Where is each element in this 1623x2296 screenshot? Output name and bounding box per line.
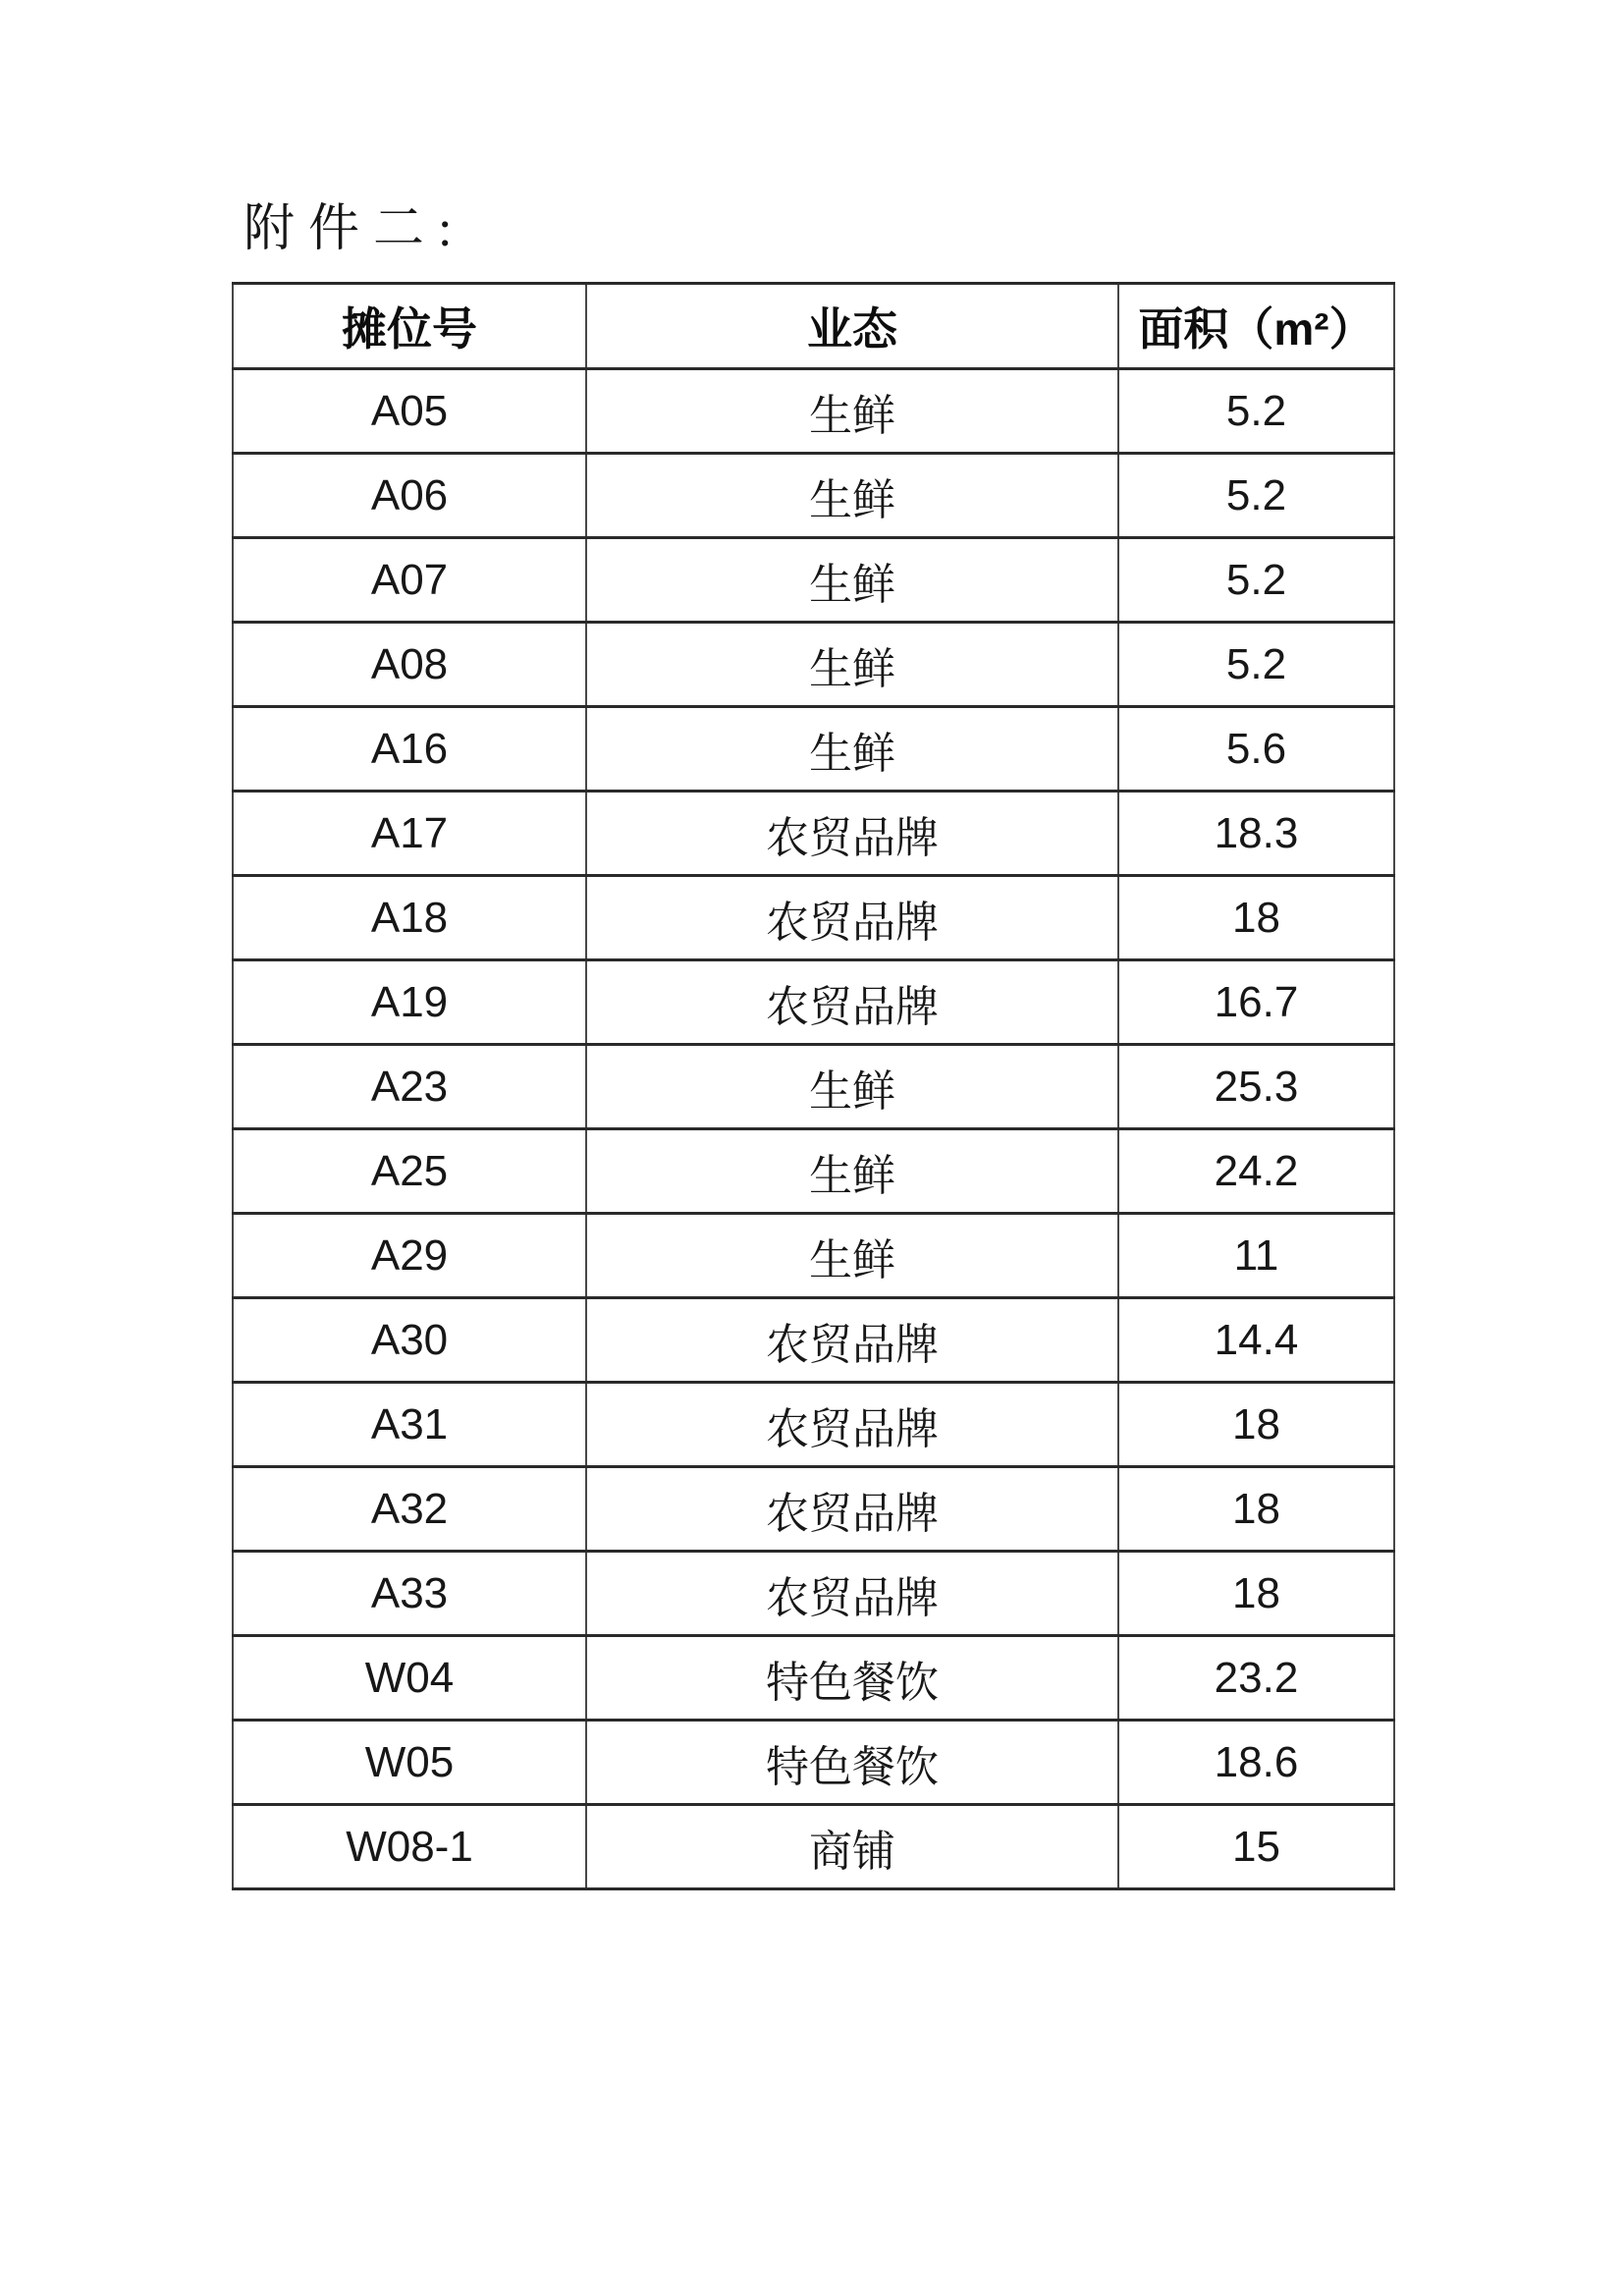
area-cell: 5.2	[1118, 369, 1394, 454]
stall-number-cell: A05	[233, 369, 586, 454]
stall-number-cell: A25	[233, 1129, 586, 1214]
area-cell: 11	[1118, 1214, 1394, 1298]
table-row	[233, 1467, 1394, 1552]
stall-number-cell: A32	[233, 1467, 586, 1552]
business-type-cell: 生鲜	[586, 369, 1118, 454]
stall-table	[232, 282, 1395, 1890]
table-row	[233, 369, 1394, 454]
business-type-cell: 生鲜	[586, 1129, 1118, 1214]
area-cell: 14.4	[1118, 1298, 1394, 1383]
table-row	[233, 960, 1394, 1045]
header-business-type: 业态	[586, 284, 1118, 369]
area-cell: 18	[1118, 1383, 1394, 1467]
table-row	[233, 623, 1394, 707]
area-cell: 5.6	[1118, 707, 1394, 792]
area-cell: 18	[1118, 1552, 1394, 1636]
business-type-cell: 农贸品牌	[586, 1467, 1118, 1552]
business-type-cell: 农贸品牌	[586, 1383, 1118, 1467]
table-row	[233, 454, 1394, 538]
stall-number-cell: A17	[233, 792, 586, 876]
stall-number-cell: A07	[233, 538, 586, 623]
business-type-cell: 生鲜	[586, 454, 1118, 538]
business-type-cell: 农贸品牌	[586, 1298, 1118, 1383]
area-cell: 24.2	[1118, 1129, 1394, 1214]
stall-number-cell: A29	[233, 1214, 586, 1298]
header-stall-number: 摊位号	[233, 284, 586, 369]
table-row	[233, 1298, 1394, 1383]
business-type-cell: 特色餐饮	[586, 1721, 1118, 1805]
table-row	[233, 1721, 1394, 1805]
attachment-title: 附件二:	[243, 201, 466, 257]
table-row	[233, 538, 1394, 623]
stall-number-cell: A19	[233, 960, 586, 1045]
business-type-cell: 农贸品牌	[586, 876, 1118, 960]
stall-number-cell: A08	[233, 623, 586, 707]
table-row	[233, 1552, 1394, 1636]
table-row	[233, 1214, 1394, 1298]
stall-number-cell: A06	[233, 454, 586, 538]
area-cell: 5.2	[1118, 623, 1394, 707]
table-row	[233, 707, 1394, 792]
stall-number-cell: A33	[233, 1552, 586, 1636]
area-cell: 18.6	[1118, 1721, 1394, 1805]
business-type-cell: 农贸品牌	[586, 960, 1118, 1045]
business-type-cell: 生鲜	[586, 623, 1118, 707]
stall-number-cell: W05	[233, 1721, 586, 1805]
business-type-cell: 农贸品牌	[586, 1552, 1118, 1636]
table-row	[233, 792, 1394, 876]
table-row	[233, 1636, 1394, 1721]
business-type-cell: 商铺	[586, 1805, 1118, 1889]
area-cell: 23.2	[1118, 1636, 1394, 1721]
area-cell: 18	[1118, 876, 1394, 960]
area-cell: 5.2	[1118, 454, 1394, 538]
table-row	[233, 1045, 1394, 1129]
stall-number-cell: A31	[233, 1383, 586, 1467]
area-cell: 18.3	[1118, 792, 1394, 876]
stall-number-cell: W04	[233, 1636, 586, 1721]
area-cell: 25.3	[1118, 1045, 1394, 1129]
business-type-cell: 农贸品牌	[586, 792, 1118, 876]
table-row	[233, 1383, 1394, 1467]
stall-number-cell: A16	[233, 707, 586, 792]
table-row	[233, 1129, 1394, 1214]
area-cell: 5.2	[1118, 538, 1394, 623]
business-type-cell: 生鲜	[586, 707, 1118, 792]
business-type-cell: 特色餐饮	[586, 1636, 1118, 1721]
business-type-cell: 生鲜	[586, 1045, 1118, 1129]
stall-number-cell: A30	[233, 1298, 586, 1383]
stall-number-cell: A23	[233, 1045, 586, 1129]
table-row	[233, 876, 1394, 960]
stall-number-cell: W08-1	[233, 1805, 586, 1889]
business-type-cell: 生鲜	[586, 538, 1118, 623]
stall-number-cell: A18	[233, 876, 586, 960]
table-header-row	[233, 284, 1394, 369]
area-cell: 16.7	[1118, 960, 1394, 1045]
area-cell: 18	[1118, 1467, 1394, 1552]
area-cell: 15	[1118, 1805, 1394, 1889]
header-area: 面积（m²）	[1118, 284, 1394, 369]
table-row	[233, 1805, 1394, 1889]
business-type-cell: 生鲜	[586, 1214, 1118, 1298]
